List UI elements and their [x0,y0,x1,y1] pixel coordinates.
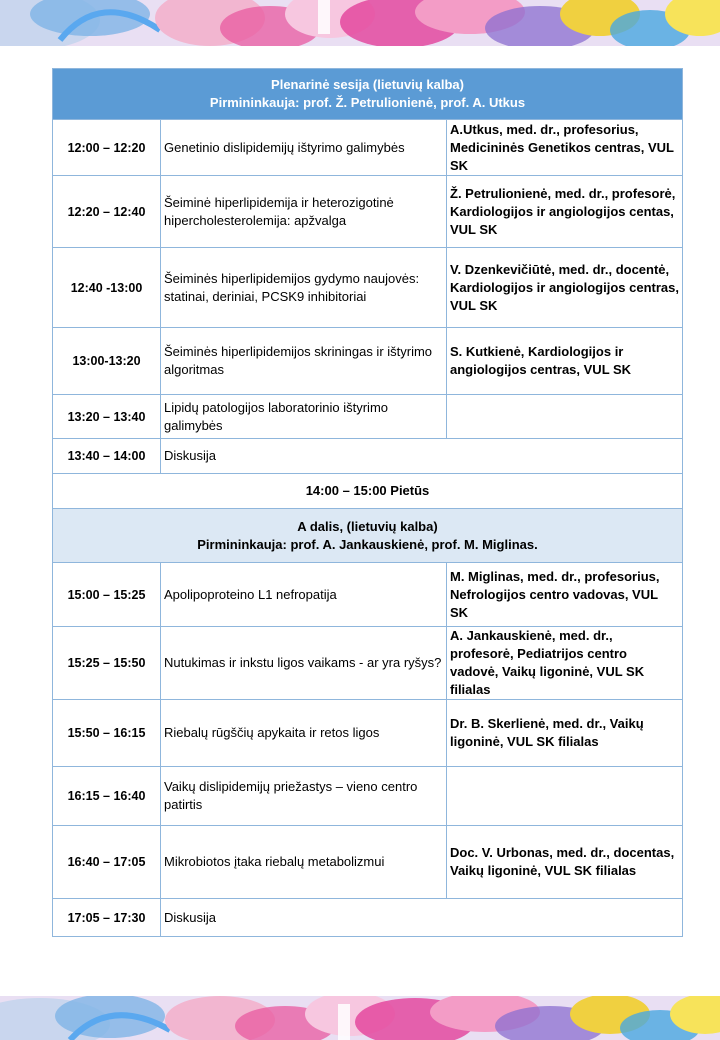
speaker-cell: Doc. V. Urbonas, med. dr., docentas, Vaikų ligoninė, VUL SK filialas [447,826,683,899]
topic-cell: Vaikų dislipidemijų priežastys – vieno centro patirtis [161,767,447,826]
top-decorative-banner [0,0,720,46]
table-row [53,395,683,439]
time-cell: 16:15 – 16:40 [53,767,161,826]
session-header-cell [53,509,683,563]
table-row [53,826,683,899]
table-row [53,248,683,328]
session-chairs: Pirmininkauja: prof. Ž. Petrulionienė, prof. A. Utkus [209,95,526,110]
table-row [53,767,683,826]
topic-cell: Šeiminės hiperlipidemijos gydymo naujovės: statinai, deriniai, PCSK9 inhibitoriai [161,248,447,328]
discussion-label: Diskusija [161,439,683,474]
part-a-session-header [53,509,683,563]
lunch-break-label: 14:00 – 15:00 Pietūs [53,474,683,509]
speaker-cell: Dr. B. Skerlienė, med. dr., Vaikų ligoninė, VUL SK filialas [447,700,683,767]
time-cell: 17:05 – 17:30 [53,899,161,937]
speaker-cell: V. Dzenkevičiūtė, med. dr., docentė, Kardiologijos ir angiologijos centras, VUL SK [447,248,683,328]
schedule-table [52,68,683,937]
time-cell: 12:40 -13:00 [53,248,161,328]
bottom-decorative-banner [0,996,720,1040]
discussion-label: Diskusija [161,899,683,937]
table-row [53,176,683,248]
time-cell: 12:00 – 12:20 [53,120,161,176]
table-row [53,700,683,767]
speaker-cell: S. Kutkienė, Kardiologijos ir angiologijos centras, VUL SK [447,328,683,395]
time-cell: 16:40 – 17:05 [53,826,161,899]
table-row [53,328,683,395]
time-cell: 15:25 – 15:50 [53,627,161,700]
speaker-cell: Ž. Petrulionienė, med. dr., profesorė, Kardiologijos ir angiologijos centas, VUL SK [447,176,683,248]
topic-cell: Riebalų rūgščių apykaita ir retos ligos [161,700,447,767]
time-cell: 12:20 – 12:40 [53,176,161,248]
speaker-cell: A. Jankauskienė, med. dr., profesorė, Pediatrijos centro vadovė, Vaikų ligoninė, VUL SK filialas [447,627,683,700]
topic-cell: Šeiminės hiperlipidemijos skriningas ir ištyrimo algoritmas [161,328,447,395]
topic-cell: Lipidų patologijos laboratorinio ištyrimo galimybės [161,395,447,439]
session-header-cell [53,69,683,120]
plenary-session-header [53,69,683,120]
topic-cell: Genetinio dislipidemijų ištyrimo galimybės [161,120,447,176]
topic-cell: Nutukimas ir inkstu ligos vaikams - ar yra ryšys? [161,627,447,700]
topic-cell: Apolipoproteino L1 nefropatija [161,563,447,627]
table-row [53,627,683,700]
time-cell: 15:00 – 15:25 [53,563,161,627]
discussion-row [53,439,683,474]
topic-cell: Mikrobiotos įtaka riebalų metabolizmui [161,826,447,899]
table-row [53,563,683,627]
session-title: Plenarinė sesija (lietuvių kalba) [271,77,464,92]
speaker-cell: A.Utkus, med. dr., profesorius, Medicininės Genetikos centras, VUL SK [447,120,683,176]
time-cell: 13:00-13:20 [53,328,161,395]
lunch-break-row [53,474,683,509]
discussion-row [53,899,683,937]
speaker-cell [447,767,683,826]
time-cell: 15:50 – 16:15 [53,700,161,767]
time-cell: 13:20 – 13:40 [53,395,161,439]
time-cell: 13:40 – 14:00 [53,439,161,474]
table-row [53,120,683,176]
session-title: A dalis, (lietuvių kalba) [297,518,438,534]
topic-cell: Šeiminė hiperlipidemija ir heterozigotinė hipercholesterolemija: apžvalga [161,176,447,248]
session-chairs: Pirmininkauja: prof. A. Jankauskienė, prof. M. Miglinas. [197,536,538,552]
speaker-cell: M. Miglinas, med. dr., profesorius, Nefrologijos centro vadovas, VUL SK [447,563,683,627]
speaker-cell [447,395,683,439]
